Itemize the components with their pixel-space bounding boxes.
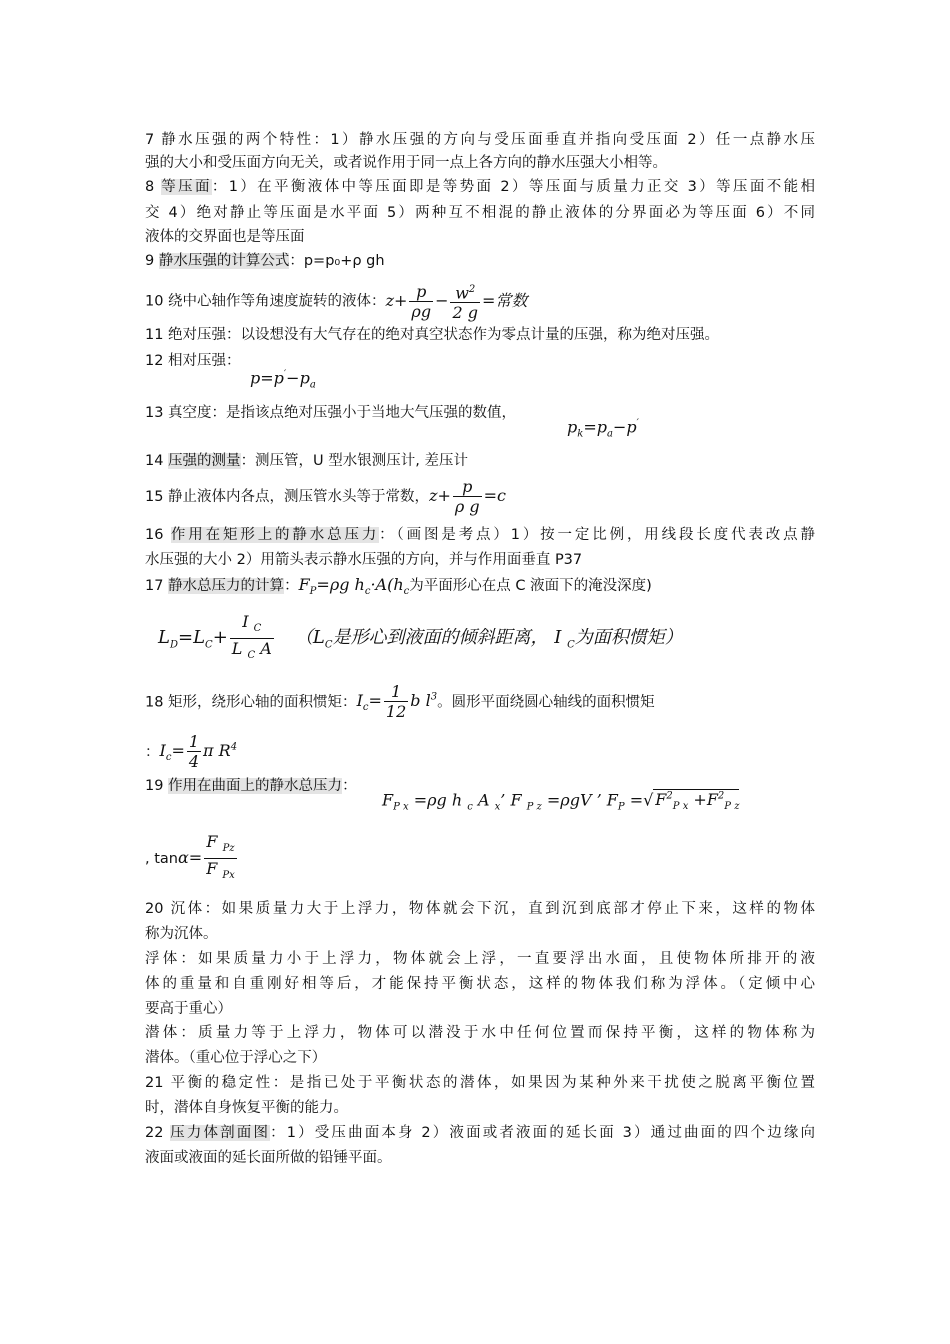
item-8-line-1 (145, 176, 815, 198)
item-15-line (145, 476, 815, 522)
item-22-number: 22 (145, 1125, 171, 1141)
item-12-line: 12 相对压强： (145, 353, 241, 369)
item-18-line-2: ：$I_c=$ $\frac{1}{4}$ π $R^4$ (145, 732, 238, 772)
item-19-number: 19 (145, 778, 169, 794)
circle-inertia-formula: $I_c=$ $\frac{1}{4}$ π $R^4$ (159, 732, 238, 772)
item-16-line-1 (145, 524, 815, 546)
item-8-number: 8 (145, 179, 162, 195)
tan-line (145, 832, 815, 882)
item-7-line-1: 7 静水压强的两个特性：1）静水压强的方向与受压面垂直并指向受压面 2）任一点静水压 (145, 132, 815, 148)
item-22-text: ：1）受压曲面本身 2）液面或者液面的延长面 3）通过曲面的四个边缘向 (270, 1125, 816, 1141)
item-13-line: 13 真空度：是指该点绝对压强小于当地大气压强的数值， (145, 405, 517, 421)
total-pressure-formula: $F_P=\rho g$ $h_c\cdot A(h_c$ (298, 575, 410, 598)
item-19-line: 19 作用在曲面上的静水总压力： (145, 778, 357, 794)
alpha-symbol: α (177, 848, 189, 868)
item-16-text: ：（画图是考点）1）按一定比例，用线段长度代表改点静 (379, 527, 815, 543)
vacuum-formula: $p_k=p_a-p'$ (567, 417, 639, 440)
item-17-note: 是形心到液面的倾斜距离， (332, 627, 549, 649)
item-16-heading: 作用在矩形上的静水总压力 (170, 527, 380, 543)
item-20-line-6: 潜体：质量力等于上浮力，物体可以潜没于水中任何位置而保持平衡，这样的物体称为 (145, 1025, 815, 1041)
item-10-text: 10 绕中心轴作等角速度旋转的液体： (145, 293, 386, 310)
tan-alpha-formula: α= $\frac{F _{Pz}}{F _{Px}}$ (177, 832, 235, 882)
item-16-number: 16 (145, 527, 171, 543)
item-20-line-4: 体的重量和自重刚好相等后，才能保持平衡状态，这样的物体我们称为浮体。（定倾中心 (145, 976, 815, 992)
relative-pressure-formula: $p=p'-p_a$ (250, 368, 316, 391)
constant-label: 常数 (495, 290, 528, 310)
item-20-line-5: 要高于重心） (145, 1001, 232, 1017)
tan-label: , tan (145, 851, 178, 868)
item-20-line-7: 潜体。（重心位于浮心之下） (145, 1050, 327, 1066)
item-20-line-2: 称为沉体。 (145, 926, 218, 942)
curved-surface-formula: $F_{P x} =\rho g$ h $_c$ A $_x$’ F $_{P z}$ =ρgV ’ $F_P$ =√ $F^2_{P x} +F^2_{P z}$ (382, 790, 740, 813)
item-8-text: ：1）在平衡液体中等压面即是等势面 2）等压面与质量力正交 3）等压面不能相 (211, 179, 815, 195)
rotating-liquid-formula: z+ $\frac{p}{\rho g}$ − $\frac{w^2}{2 g}$ =常数 (385, 281, 528, 323)
item-8-line-2: 交 4）绝对静止等压面是水平面 5）两种互不相混的静止液体的分界面必为等压面 6）不同 (145, 205, 816, 221)
item-9-formula: ：p=p₀+ρ gh (289, 253, 385, 269)
item-9-number: 9 (145, 253, 159, 269)
item-14-text: ：测压管，U 型水银测压计, 差压计 (240, 453, 469, 469)
item-17-note-2: 为面积惯矩 (574, 627, 665, 649)
item-17-number: 17 (145, 578, 169, 594)
item-22-heading: 压力体剖面图 (170, 1125, 271, 1141)
pressure-center-formula: $L_D=L_C+$ $\frac{I _C}{L _C A}$ （$L_C$是形心到液面的倾斜距离， I $_C$为面积惯矩） (158, 612, 683, 662)
item-22-line-2: 液面或液面的延长面所做的铅锤平面。 (145, 1150, 392, 1166)
item-8-line-3: 液体的交界面也是等压面 (145, 229, 305, 245)
item-11-line: 11 绝对压强：以设想没有大气存在的绝对真空状态作为零点计量的压强，称为绝对压强。 (145, 327, 720, 343)
item-18-text-b: 。圆形平面绕圆心轴线的面积惯矩 (437, 694, 655, 711)
item-14-line (145, 450, 815, 472)
item-20-line-1: 20 沉体：如果质量力大于上浮力，物体就会下沉，直到沉到底部才停止下来，这样的物体 (145, 901, 815, 917)
item-21-line-1: 21 平衡的稳定性：是指已处于平衡状态的潜体，如果因为某种外来干扰使之脱离平衡位置 (145, 1075, 815, 1091)
item-10-line (145, 280, 815, 330)
item-14-heading: 压强的测量 (168, 453, 241, 469)
item-14-number: 14 (145, 453, 169, 469)
item-9-heading: 静水压强的计算公式 (158, 253, 290, 269)
rectangle-inertia-formula: $I_c=$ $\frac{1}{12}$ b $l^3$ (356, 682, 438, 722)
item-18-text: 18 矩形，绕形心轴的面积惯矩： (145, 694, 357, 711)
item-17-tail: 为平面形心在点 C 液面下的淹没深度) (409, 578, 652, 594)
item-8-heading: 等压面 (161, 179, 212, 195)
item-16-line-2: 水压强的大小 2）用箭头表示静水压强的方向，并与作用面垂直 P37 (145, 552, 583, 568)
item-17-heading: 静水总压力的计算 (168, 578, 285, 594)
item-22-line-1 (145, 1122, 815, 1144)
item-17-line: 17 静水总压力的计算：$F_P=\rho g$ $h_c\cdot A(h_c$为平面形心在点 C 液面下的淹没深度) (145, 575, 652, 598)
item-21-line-2: 时，潜体自身恢复平衡的能力。 (145, 1100, 348, 1116)
item-18-line-1 (145, 678, 815, 726)
item-20-line-3: 浮体：如果质量力小于上浮力，物体就会上浮，一直要浮出水面，且使物体所排开的液 (145, 951, 815, 967)
piezometric-head-formula: z+ $\frac{p}{\text{ρ g}}$ =c (429, 477, 507, 516)
item-19-heading: 作用在曲面上的静水总压力 (168, 778, 343, 794)
item-15-text: 15 静止液体内各点，测压管水头等于常数， (145, 489, 430, 505)
item-9-line (145, 250, 815, 272)
item-7-line-2: 强的大小和受压面方向无关，或者说作用于同一点上各方向的静水压强大小相等。 (145, 155, 667, 171)
